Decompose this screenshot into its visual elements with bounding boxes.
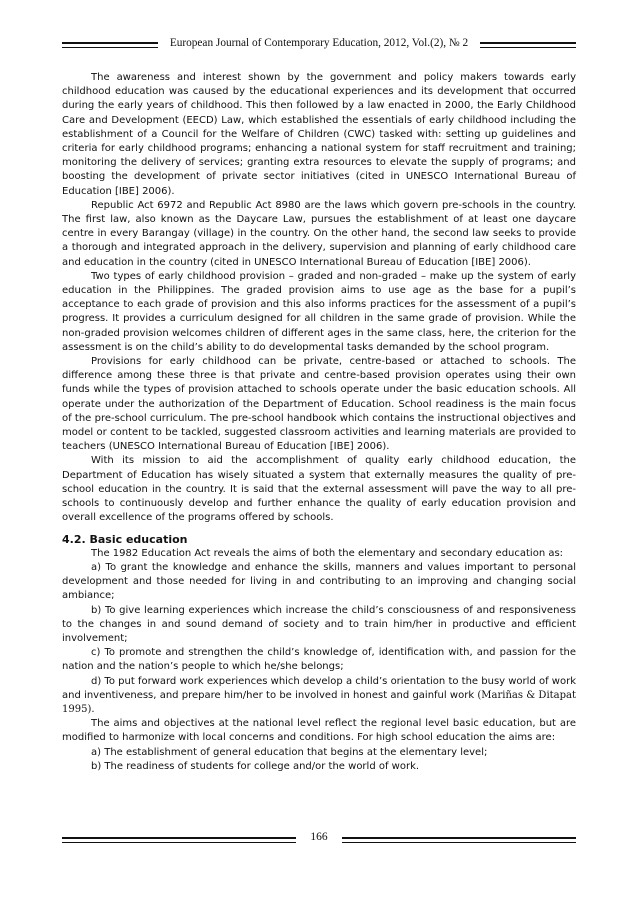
hs-aim-item-a: a) The establishment of general education that begins at the elementary level; bbox=[91, 746, 488, 758]
aim-item-b: b) To give learning experiences which increase the child’s consciousness of and responsiveness to the changes in and sound demand of society and to train him/her in productive and efficient involvement; bbox=[62, 604, 576, 644]
header-rule-left bbox=[62, 42, 158, 48]
running-header bbox=[62, 36, 576, 56]
paragraph-provision-types: Two types of early childhood provision – graded and non-graded – make up the system of early education in the Philippines. The graded provision aims to use age as the base for a pupil’s acceptance to each grade of provision and this also informs practices for the assessment of a pupil’s progress. It provides a curriculum designed for all children in the same grade of provision. While the non-graded provision welcomes children of different ages in the same class, here, the criterion for the assessment is on the child’s ability to do developmental tasks demanded by the school program. bbox=[62, 270, 576, 353]
paragraph-mission: With its mission to aid the accomplishment of quality early childhood education, the Department of Education has wisely situated a system that externally measures the quality of pre-school education in the country. It is said that the external assessment will pave the way to all pre-schools to continuously develop and further enhance the quality of early education provision and overall excellence of the programs offered by schools. bbox=[62, 455, 576, 524]
aim-item-a: a) To grant the knowledge and enhance the skills, manners and values important to personal development and those needed for living in and contributing to an improving and changing social ambiance; bbox=[62, 561, 576, 602]
footer-rule-left bbox=[62, 837, 296, 843]
paragraph-provisions: Provisions for early childhood can be private, centre-based or attached to schools. The difference among these three is that private and centre-based provision operates using their own funds while the types of provision attached to schools operate under the basic education schools. All operate under the authorization of the Department of Education. School readiness is the main focus of the pre-school curriculum. The pre-school handbook which contains the instructional objectives and model or content to be tackled, suggested classroom activities and learning materials are provided to teachers (UNESCO International Bureau of Education [IBE] 2006). bbox=[62, 356, 576, 453]
journal-title: European Journal of Contemporary Education, 2012, Vol.(2), № 2 bbox=[169, 37, 469, 49]
page-number: 166 bbox=[310, 831, 328, 843]
paragraph-education-act: The 1982 Education Act reveals the aims of both the elementary and secondary education as: bbox=[91, 547, 564, 559]
citation: (Mariñas & Ditapat 1995). bbox=[62, 689, 577, 715]
hs-aim-item-b: b) The readiness of students for college and/or the world of work. bbox=[91, 760, 420, 772]
aim-item-d bbox=[62, 675, 576, 718]
section-heading: 4.2. Basic education bbox=[62, 532, 188, 546]
footer-rule-right bbox=[342, 837, 576, 843]
paragraph-national-level: The aims and objectives at the national level reflect the regional level basic education, but are modified to harmonize with local concerns and conditions. For high school education the aims are: bbox=[62, 718, 576, 744]
aim-item-c: c) To promote and strengthen the child’s knowledge of, identification with, and passion for the nation and the nation’s people to which he/she belongs; bbox=[62, 647, 576, 673]
paragraph-republic-acts: Republic Act 6972 and Republic Act 8980 are the laws which govern pre-schools in the country. The first law, also known as the Daycare Law, pursues the establishment of at least one daycare centre in every Barangay (village) in the country. On the other hand, the second law seeks to provide a thorough and integrated approach in the delivery, supervision and planning of early childhood care and education in the country (cited in UNESCO International Bureau of Education [IBE] 2006). bbox=[62, 199, 576, 268]
header-rule-right bbox=[480, 42, 576, 48]
paragraph-eecd-law: The awareness and interest shown by the government and policy makers towards early childhood education was caused by the educational experiences and its development that occurred during the early years of childhood. This then followed by a law enacted in 2000, the Early Childhood Care and Development (EECD) Law, which established the essentials of early childhood including the establishment of a Council for the Welfare of Children (CWC) tasked with: setting up guidelines and criteria for early childhood programs; enhancing a national system for staff recruitment and training; monitoring the delivery of services; granting extra resources to elevate the supply of programs; and boosting the development of private sector initiatives (cited in UNESCO International Bureau of Education [IBE] 2006). bbox=[62, 72, 576, 197]
article-body bbox=[62, 71, 576, 774]
aim-item-d-text: d) To put forward work experiences which develop a child’s orientation to the busy world of work and inventiveness, and prepare him/her to be involved in honest and gainful work bbox=[62, 675, 576, 701]
page-footer bbox=[62, 829, 576, 849]
